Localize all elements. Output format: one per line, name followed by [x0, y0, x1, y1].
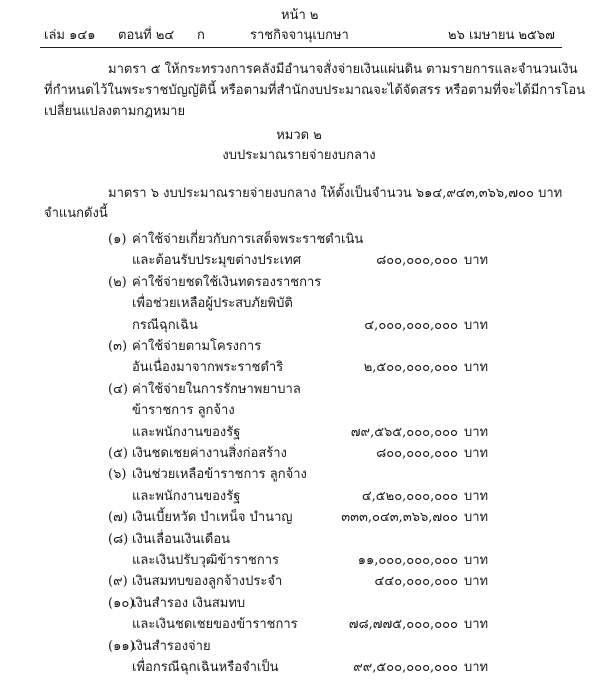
item-number: (๗)	[108, 510, 128, 526]
item-unit: บาท	[464, 574, 489, 590]
item-label-line: เงินเลื่อนเงินเดือน	[132, 531, 231, 547]
chapter-title: งบประมาณรายจ่ายงบกลาง	[222, 148, 376, 163]
item-label-line: เงินสำรองจ่าย	[132, 638, 211, 654]
item-unit: บาท	[464, 424, 489, 440]
item-number: (๙)	[108, 574, 128, 590]
item-number: (๑๑)	[108, 638, 135, 654]
item-label-line: และต้อนรับประมุขต่างประเทศ	[132, 253, 301, 269]
item-number: (๒)	[108, 274, 127, 290]
item-number: (๔)	[108, 381, 128, 397]
section-letter: ก	[197, 28, 205, 43]
item-label-line: เงินสมทบของลูกจ้างประจำ	[132, 574, 283, 590]
item-label-line: และพนักงานของรัฐ	[132, 488, 241, 504]
item-unit: บาท	[464, 446, 489, 461]
header-rule	[40, 47, 562, 48]
section-5-line-3: เปลี่ยนแปลงตามกฎหมาย	[44, 104, 186, 119]
item-unit: บาท	[464, 660, 489, 675]
item-label-line: เงินเบี้ยหวัด บำเหน็จ บำนาญ	[132, 510, 293, 526]
chapter-number: หมวด ๒	[276, 128, 322, 143]
section-6-line-2: จำแนกดังนี้	[44, 206, 108, 221]
item-amount: ๔๔๐,๐๐๐,๐๐๐	[374, 574, 458, 590]
item-label-line: และเงินชดเชยของข้าราชการ	[132, 617, 298, 633]
section-5-line-2: ที่กำหนดไว้ในพระราชบัญญัตินี้ หรือตามที่สำนักงบประมาณจะได้จัดสรร หรือตามที่จะได้มีการโอน	[44, 83, 586, 98]
issue-number: ตอนที่ ๒๔	[118, 28, 175, 43]
item-label-line: ค่าใช้จ่ายในการรักษาพยาบาล	[132, 381, 301, 397]
section-5-line-1: มาตรา ๕ ให้กระทรวงการคลังมีอำนาจสั่งจ่ายเงินแผ่นดิน ตามรายการและจำนวนเงิน	[108, 62, 578, 77]
item-amount: ๗๘,๗๗๕,๐๐๐,๐๐๐	[348, 617, 458, 633]
item-unit: บาท	[464, 553, 489, 568]
item-label-line: เงินสำรอง เงินสมทบ	[132, 595, 246, 611]
item-label-line: กรณีฉุกเฉิน	[132, 317, 198, 333]
item-amount: ๑๑,๐๐๐,๐๐๐,๐๐๐	[357, 553, 458, 568]
page-number: หน้า ๒	[281, 8, 319, 23]
item-unit: บาท	[464, 317, 489, 333]
item-label-line: อันเนื่องมาจากพระราชดำริ	[132, 360, 284, 376]
item-amount: ๓๓๓,๐๔๓,๓๖๖,๗๐๐	[341, 510, 458, 526]
section-6-line-1: มาตรา ๖ งบประมาณรายจ่ายงบกลาง ให้ตั้งเป็นจำนวน ๖๑๔,๙๔๓,๓๖๖,๗๐๐ บาท	[108, 186, 563, 201]
item-amount: ๔,๐๐๐,๐๐๐,๐๐๐	[364, 317, 458, 333]
item-amount: ๙๙,๕๐๐,๐๐๐,๐๐๐	[353, 660, 458, 675]
item-unit: บาท	[464, 617, 489, 633]
item-label-line: ค่าใช้จ่ายชดใช้เงินทดรองราชการ	[132, 274, 322, 290]
item-amount: ๗๙,๕๖๕,๐๐๐,๐๐๐	[350, 424, 458, 440]
item-number: (๑)	[108, 232, 127, 247]
item-amount: ๔,๕๒๐,๐๐๐,๐๐๐	[361, 488, 458, 504]
item-label-line: และพนักงานของรัฐ	[132, 424, 241, 440]
item-label-line: เพื่อกรณีฉุกเฉินหรือจำเป็น	[132, 660, 279, 675]
item-label-line: เงินช่วยเหลือข้าราชการ ลูกจ้าง	[132, 467, 307, 483]
publication-date: ๒๖ เมษายน ๒๕๖๗	[448, 28, 555, 43]
item-number: (๑๐)	[108, 595, 135, 611]
item-unit: บาท	[464, 510, 489, 526]
item-label-line: ค่าใช้จ่ายตามโครงการ	[132, 339, 262, 354]
item-unit: บาท	[464, 360, 489, 376]
item-label-line: ค่าใช้จ่ายเกี่ยวกับการเสด็จพระราชดำเนิน	[132, 232, 364, 247]
item-number: (๓)	[108, 339, 128, 354]
item-amount: ๒,๕๐๐,๐๐๐,๐๐๐	[363, 360, 458, 376]
item-number: (๕)	[108, 446, 128, 461]
item-label-line: เงินชดเชยค่างานสิ่งก่อสร้าง	[132, 446, 287, 461]
item-number: (๖)	[108, 467, 127, 483]
gazette-name: ราชกิจจานุเบกษา	[250, 28, 349, 43]
item-unit: บาท	[464, 488, 489, 504]
volume-number: เล่ม ๑๔๑	[44, 28, 96, 43]
item-label-line: เพื่อช่วยเหลือผู้ประสบภัยพิบัติ	[132, 296, 293, 312]
item-label-line: และเงินปรับวุฒิข้าราชการ	[132, 553, 279, 568]
item-amount: ๘๐๐,๐๐๐,๐๐๐	[376, 253, 458, 269]
item-number: (๘)	[108, 531, 129, 547]
item-amount: ๘๐๐,๐๐๐,๐๐๐	[376, 446, 458, 461]
item-unit: บาท	[464, 253, 489, 269]
item-label-line: ข้าราชการ ลูกจ้าง	[132, 403, 235, 419]
